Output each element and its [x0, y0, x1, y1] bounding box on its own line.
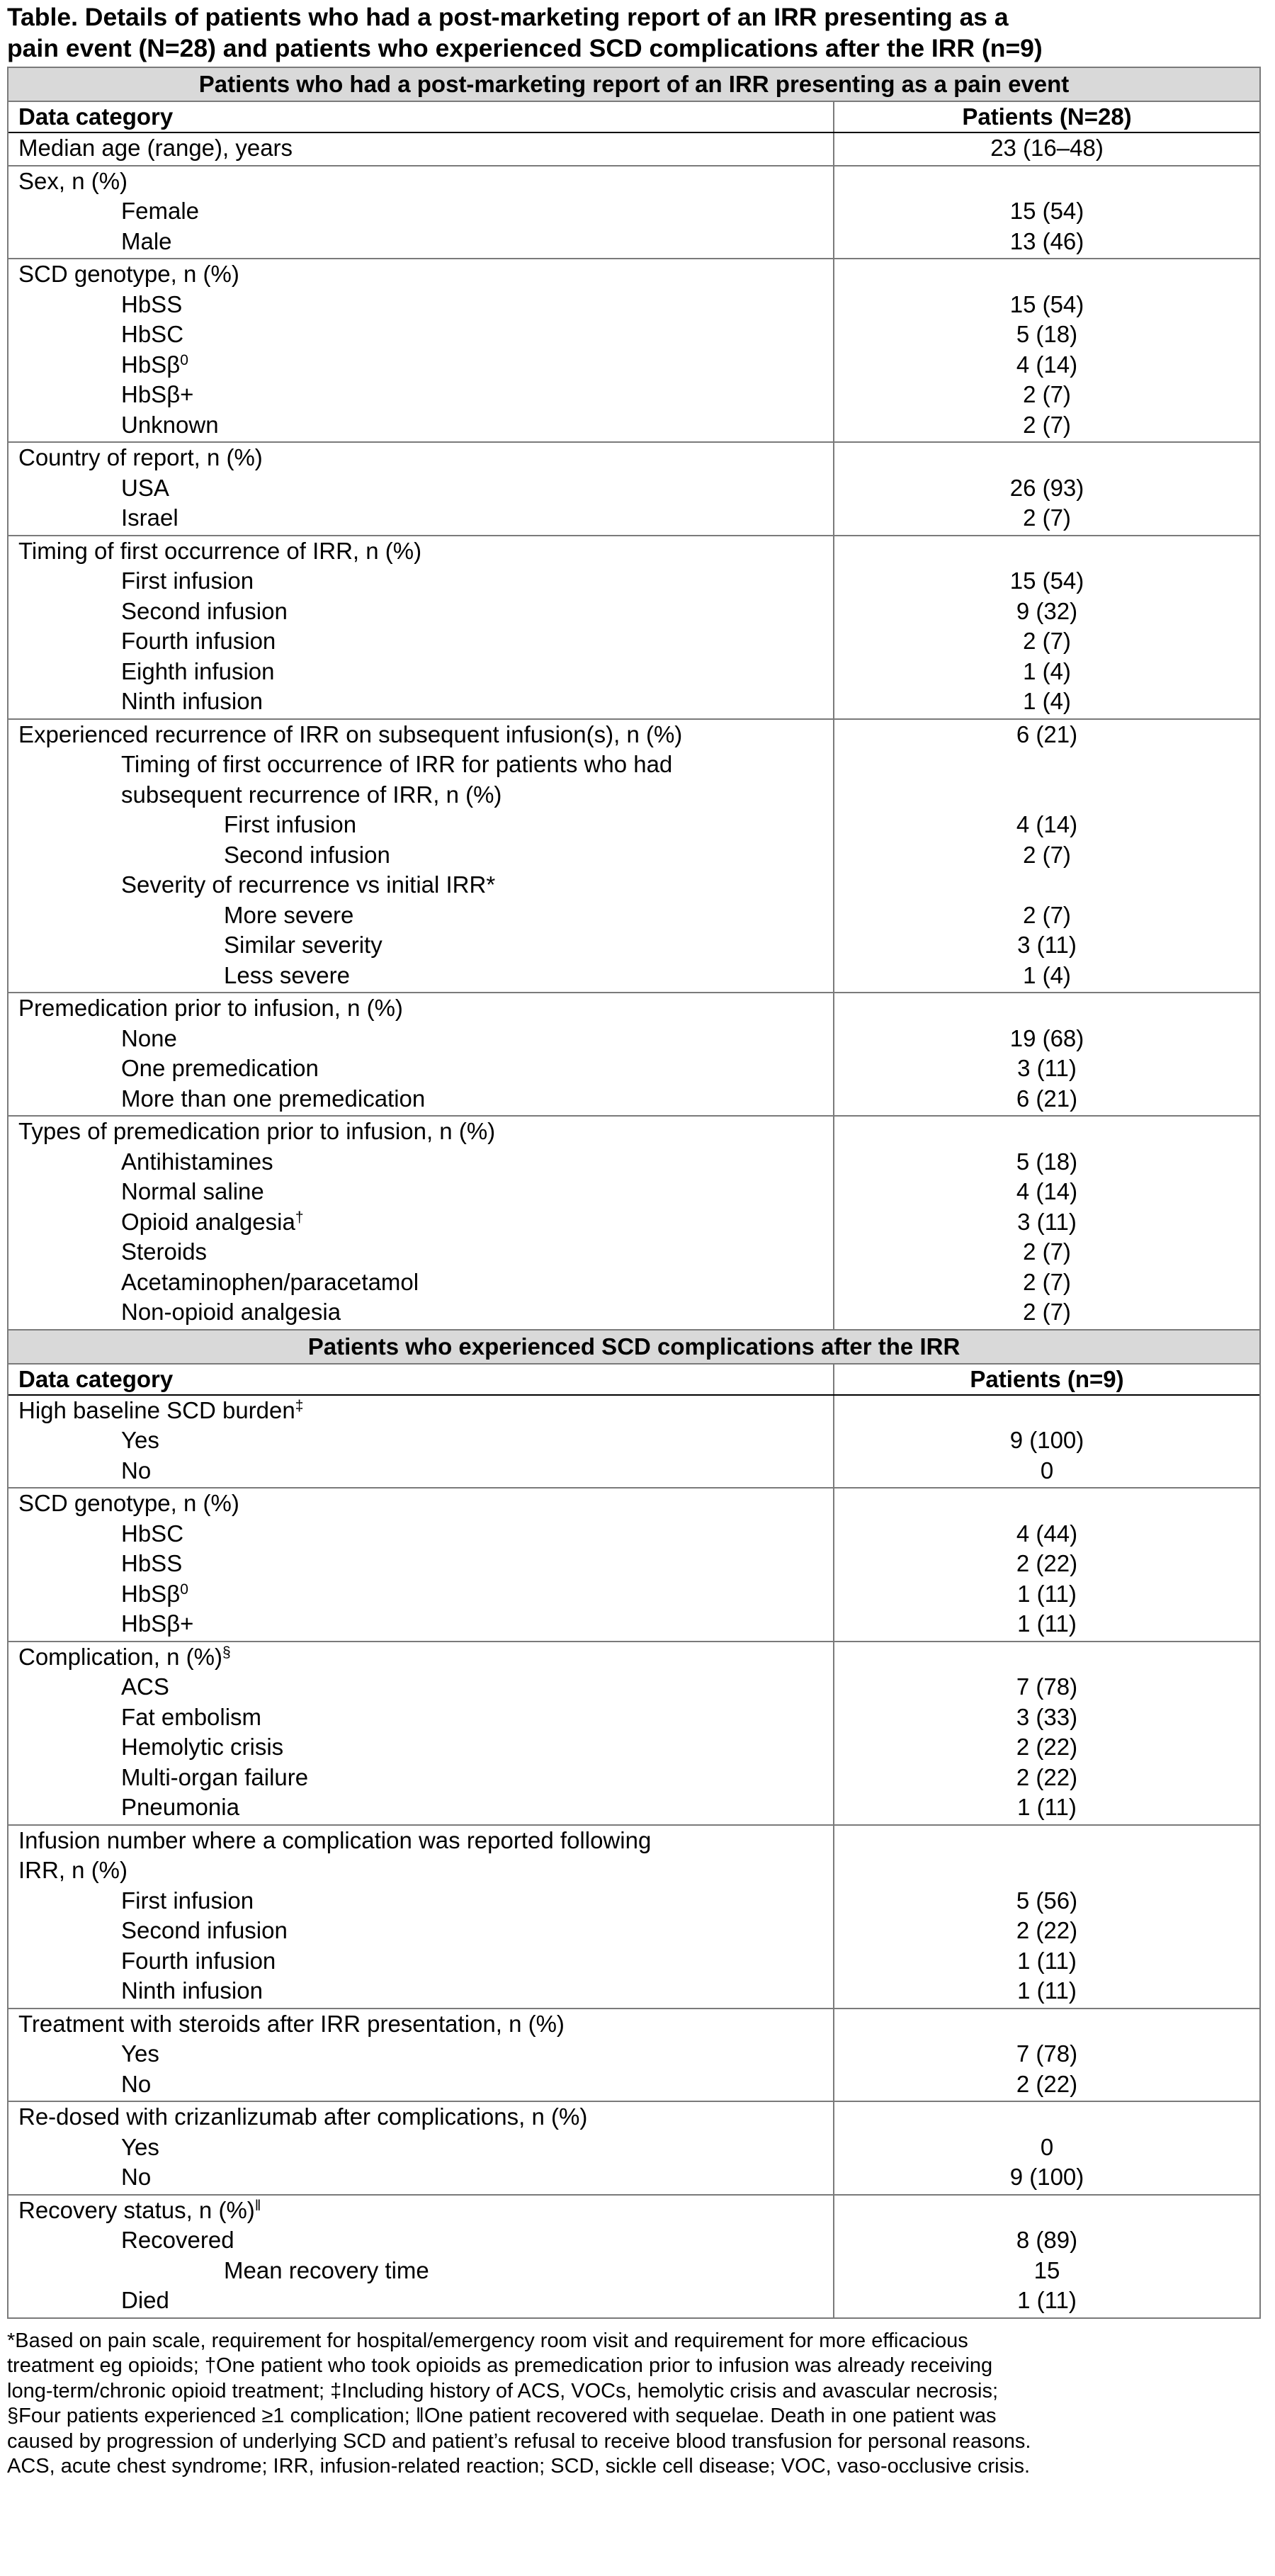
row-label-text: HbSS: [121, 1550, 183, 1576]
data-category-cell: [8, 1642, 834, 1824]
row-value: [834, 166, 1259, 197]
section-2-body: [8, 1396, 1259, 2317]
row-label-text: Yes: [121, 1427, 159, 1453]
footnote-line: ACS, acute chest syndrome; IRR, infusion-related reaction; SCD, sickle cell disease; VOC, vaso-occlusive crisis.: [7, 2455, 1031, 2478]
section-1-header-row: [8, 102, 1259, 133]
row-value: 1 (4): [1023, 961, 1071, 988]
row-value: 5 (56): [1016, 1887, 1078, 1914]
row-label-text: Multi-organ failure: [121, 1763, 309, 1790]
row-label: [18, 993, 833, 1024]
row-label-text: HbSC: [121, 1520, 184, 1547]
row-label: [18, 1579, 833, 1610]
row-label: [18, 1425, 833, 1456]
row-value: 2 (22): [1016, 1734, 1078, 1760]
row-value: 2 (7): [1023, 381, 1071, 407]
data-category-cell: [8, 1488, 834, 1641]
footnote-line: caused by progression of underlying SCD and patient’s refusal to receive blood transfusion for personal reasons.: [7, 2429, 1031, 2453]
row-label: [18, 1702, 833, 1733]
data-category-cell: [8, 720, 834, 993]
row-label: [18, 1763, 833, 1793]
row-value: [834, 1396, 1259, 1426]
row-label: [18, 320, 833, 350]
row-value: [834, 2102, 1259, 2132]
row-label: [18, 626, 833, 657]
data-category-cell: [8, 993, 834, 1115]
row-label: [18, 1672, 833, 1702]
footnote-line: *Based on pain scale, requirement for hospital/emergency room visit and requirement for more efficacious: [7, 2329, 968, 2352]
data-category-cell: [8, 536, 834, 718]
row-label-text: Complication, n (%): [18, 1643, 222, 1670]
row-value: 2 (7): [1023, 504, 1071, 531]
row-value: 2 (7): [1023, 1299, 1071, 1325]
data-category-cell: [8, 133, 834, 165]
row-label-text: USA: [121, 474, 169, 501]
patients-cell: [834, 259, 1259, 441]
table-row-group: [8, 165, 1259, 259]
table-row-group: [8, 258, 1259, 441]
row-label-text: Female: [121, 198, 200, 224]
data-category-cell: [8, 1396, 834, 1488]
patients-cell: [834, 1826, 1259, 2008]
row-value: 1 (4): [1023, 657, 1071, 684]
row-value: [834, 1826, 1259, 1856]
row-label: [18, 1267, 833, 1298]
data-category-cell: [8, 259, 834, 441]
row-label: [18, 1147, 833, 1177]
row-label-text: Experienced recurrence of IRR on subsequent infusion(s), n (%): [18, 721, 683, 747]
footnote-line: §Four patients experienced ≥1 complication; ‖One patient recovered with sequelae. Death in one patient was: [7, 2405, 997, 2427]
footnote-line: long-term/chronic opioid treatment; ‡Including history of ACS, VOCs, hemolytic crisis and avascular necrosis;: [7, 2379, 999, 2402]
footnote-mark: 0: [180, 351, 188, 368]
patients-cell: [834, 993, 1259, 1115]
row-label-text: No: [121, 2070, 152, 2097]
row-value: 15: [1033, 2256, 1060, 2283]
row-label: [18, 1609, 833, 1639]
row-value: [834, 870, 1259, 900]
table-row-group: [8, 441, 1259, 535]
row-label-text: Eighth infusion: [121, 657, 275, 684]
section-2-header-row: [8, 1365, 1259, 1396]
footnote-mark: 0: [180, 1581, 188, 1598]
patients-cell: [834, 1642, 1259, 1824]
row-label: [18, 810, 833, 840]
row-label-text: No: [121, 1457, 152, 1484]
row-value: 4 (44): [1016, 1520, 1078, 1547]
row-label-text: Fat embolism: [121, 1703, 262, 1730]
row-label: [18, 840, 833, 871]
row-label-text: Died: [121, 2287, 169, 2313]
row-label-text: Less severe: [224, 961, 350, 988]
row-label: [18, 133, 833, 164]
row-value: 1 (11): [1017, 1610, 1077, 1637]
row-value: 2 (22): [1016, 1550, 1078, 1576]
row-label-text: Sex, n (%): [18, 167, 128, 194]
row-value: 15 (54): [1009, 567, 1084, 594]
row-label: [18, 443, 833, 473]
row-value: 3 (11): [1017, 1055, 1077, 1081]
row-label: [18, 870, 833, 900]
row-label: [18, 780, 833, 810]
row-value: 3 (33): [1016, 1703, 1078, 1730]
row-value: [834, 780, 1259, 810]
row-label-text: IRR, n (%): [18, 1857, 128, 1883]
row-label-text: Pneumonia: [121, 1794, 239, 1820]
row-label-text: Re-dosed with crizanlizumab after complications, n (%): [18, 2103, 588, 2130]
patients-cell: [834, 2196, 1259, 2317]
row-label: [18, 1826, 833, 1856]
table-row-group: [8, 133, 1259, 165]
row-label-text: Normal saline: [121, 1178, 264, 1204]
data-category-cell: [8, 1826, 834, 2008]
row-label: [18, 2162, 833, 2193]
table-row-group: [8, 1487, 1259, 1641]
row-label: [18, 1117, 833, 1147]
row-label-text: ACS: [121, 1673, 169, 1700]
row-label: [18, 380, 833, 410]
row-value: 2 (7): [1023, 628, 1071, 654]
row-value: 6 (21): [1016, 721, 1078, 747]
row-label-text: First infusion: [224, 811, 357, 837]
row-label: [18, 1084, 833, 1114]
row-label-text: Fourth infusion: [121, 628, 276, 654]
footnote-mark: †: [295, 1209, 304, 1226]
patients-cell: [834, 1117, 1259, 1329]
row-label: [18, 1642, 833, 1673]
row-label-text: First infusion: [121, 567, 254, 594]
document-page: [7, 0, 1261, 2576]
row-label: [18, 2132, 833, 2163]
patients-cell: [834, 133, 1259, 165]
row-value: 15 (54): [1009, 290, 1084, 317]
row-value: 3 (11): [1017, 932, 1077, 958]
row-label: [18, 930, 833, 961]
row-value: 5 (18): [1016, 1148, 1078, 1175]
row-value: 2 (7): [1023, 841, 1071, 868]
row-label: [18, 1792, 833, 1823]
row-label-text: Second infusion: [121, 597, 288, 624]
table-row-group: [8, 718, 1259, 993]
section-2-header-right: Patients (n=9): [970, 1365, 1124, 1392]
row-label: [18, 1732, 833, 1763]
row-label: [18, 750, 833, 780]
row-value: 9 (32): [1016, 597, 1078, 624]
row-label-text: Premedication prior to infusion, n (%): [18, 995, 403, 1021]
row-label: [18, 290, 833, 320]
row-value: [834, 1642, 1259, 1673]
row-label-text: HbSβ+: [121, 381, 194, 407]
table-title: [7, 0, 1261, 64]
row-label: [18, 196, 833, 227]
row-value: 9 (100): [1009, 2164, 1084, 2190]
table-row-group: [8, 2194, 1259, 2317]
row-label-text: Yes: [121, 2040, 159, 2067]
row-value: 23 (16–48): [990, 135, 1104, 161]
row-value: 15 (54): [1009, 198, 1084, 224]
data-table: [7, 67, 1261, 2319]
row-label: [18, 720, 833, 750]
row-label-text: HbSS: [121, 290, 183, 317]
row-label: [18, 1237, 833, 1267]
row-value: [834, 750, 1259, 780]
patients-cell: [834, 1488, 1259, 1641]
row-label-text: SCD genotype, n (%): [18, 1490, 239, 1516]
row-value: [834, 1117, 1259, 1147]
row-label: [18, 2225, 833, 2256]
row-label-text: More severe: [224, 901, 354, 928]
section-1-header-right: Patients (N=28): [962, 103, 1132, 130]
row-label: [18, 1053, 833, 1084]
row-label: [18, 1456, 833, 1486]
section-1-header-left: Data category: [8, 102, 834, 132]
row-value: 5 (18): [1016, 321, 1078, 347]
row-label: [18, 2196, 833, 2226]
row-label-text: Second infusion: [121, 1917, 288, 1943]
row-label: [18, 1488, 833, 1519]
row-value: 6 (21): [1016, 1085, 1078, 1112]
row-label: [18, 687, 833, 717]
footnotes: [7, 2329, 1261, 2480]
row-value: [834, 2009, 1259, 2040]
row-value: 7 (78): [1016, 1673, 1078, 1700]
row-value: 19 (68): [1009, 1024, 1084, 1051]
row-label-text: Median age (range), years: [18, 135, 293, 161]
data-category-cell: [8, 2196, 834, 2317]
row-label-text: Second infusion: [224, 841, 390, 868]
patients-cell: [834, 720, 1259, 993]
table-row-group: [8, 1641, 1259, 1824]
row-label-text: None: [121, 1024, 177, 1051]
table-row-group: [8, 992, 1259, 1115]
row-value: [834, 993, 1259, 1024]
row-label-text: Similar severity: [224, 932, 382, 958]
row-label: [18, 1396, 833, 1426]
row-label-text: Country of report, n (%): [18, 444, 263, 470]
row-value: 13 (46): [1009, 227, 1084, 254]
row-label: [18, 1207, 833, 1238]
row-label-text: HbSC: [121, 321, 184, 347]
row-label: [18, 259, 833, 290]
row-value: 4 (14): [1016, 811, 1078, 837]
row-label: [18, 227, 833, 257]
row-value: 2 (22): [1016, 1917, 1078, 1943]
row-label-text: Opioid analgesia: [121, 1208, 295, 1235]
patients-cell: [834, 1396, 1259, 1488]
row-label-text: Acetaminophen/paracetamol: [121, 1268, 419, 1295]
row-label-text: subsequent recurrence of IRR, n (%): [121, 781, 502, 808]
row-label-text: Mean recovery time: [224, 2256, 429, 2283]
row-label: [18, 410, 833, 441]
row-label: [18, 597, 833, 627]
table-title-line-1: Table. Details of patients who had a post-marketing report of an IRR presenting as a: [7, 3, 1009, 31]
row-label: [18, 2256, 833, 2286]
row-label: [18, 1855, 833, 1886]
row-label-text: No: [121, 2164, 152, 2190]
footnote-mark: ‡: [295, 1397, 304, 1414]
row-label-text: Israel: [121, 504, 178, 531]
row-value: 2 (7): [1023, 411, 1071, 438]
table-title-line-2: pain event (N=28) and patients who experienced SCD complications after the IRR (n=9): [7, 34, 1043, 62]
section-1-banner: Patients who had a post-marketing report of an IRR presenting as a pain event: [8, 68, 1259, 102]
data-category-cell: [8, 1117, 834, 1329]
row-value: [834, 2196, 1259, 2226]
row-label-text: Antihistamines: [121, 1148, 273, 1175]
table-row-group: [8, 1824, 1259, 2008]
row-label-text: Yes: [121, 2133, 159, 2160]
row-label: [18, 1549, 833, 1579]
row-label: [18, 1946, 833, 1977]
data-category-cell: [8, 443, 834, 535]
patients-cell: [834, 536, 1259, 718]
section-2-banner: Patients who experienced SCD complications after the IRR: [8, 1331, 1259, 1365]
row-label-text: Infusion number where a complication was reported following: [18, 1826, 652, 1853]
row-label: [18, 473, 833, 504]
row-label: [18, 2286, 833, 2316]
row-value: 1 (11): [1017, 2287, 1077, 2313]
row-value: 4 (14): [1016, 351, 1078, 378]
row-label-text: Recovery status, n (%): [18, 2196, 255, 2223]
row-label: [18, 1916, 833, 1946]
row-value: 1 (11): [1017, 1947, 1077, 1974]
row-value: [834, 443, 1259, 473]
row-value: 9 (100): [1009, 1427, 1084, 1453]
row-label: [18, 961, 833, 991]
row-label: [18, 536, 833, 567]
patients-cell: [834, 2009, 1259, 2101]
row-label-text: Timing of first occurrence of IRR for patients who had: [121, 751, 673, 777]
row-value: 1 (11): [1017, 1977, 1077, 2004]
data-category-cell: [8, 2102, 834, 2194]
row-value: 0: [1040, 1457, 1054, 1484]
row-value: 0: [1040, 2133, 1054, 2160]
row-label-text: One premedication: [121, 1055, 319, 1081]
row-label-text: Ninth infusion: [121, 1977, 263, 2004]
row-label-text: Types of premedication prior to infusion, n (%): [18, 1118, 496, 1144]
row-label-text: SCD genotype, n (%): [18, 261, 239, 287]
row-value: [834, 536, 1259, 567]
row-label-text: Fourth infusion: [121, 1947, 276, 1974]
row-label-text: More than one premedication: [121, 1085, 426, 1112]
patients-cell: [834, 166, 1259, 259]
row-label: [18, 900, 833, 931]
row-label: [18, 2102, 833, 2132]
section-2-header-left: Data category: [8, 1365, 834, 1394]
row-label: [18, 350, 833, 380]
row-value: 2 (7): [1023, 1268, 1071, 1295]
row-label: [18, 1024, 833, 1054]
table-row-group: [8, 535, 1259, 718]
table-row-group: [8, 2101, 1259, 2194]
table-row-group: [8, 1115, 1259, 1329]
row-label: [18, 1519, 833, 1549]
row-label-text: Timing of first occurrence of IRR, n (%): [18, 537, 422, 564]
row-value: 3 (11): [1017, 1208, 1077, 1235]
footnote-line: treatment eg opioids; †One patient who took opioids as premedication prior to infusion was already receiving: [7, 2354, 993, 2377]
row-label: [18, 2069, 833, 2100]
row-label-text: Hemolytic crisis: [121, 1734, 284, 1760]
row-value: 2 (7): [1023, 901, 1071, 928]
row-value: 1 (4): [1023, 688, 1071, 714]
row-value: 26 (93): [1009, 474, 1084, 501]
row-label-text: Recovered: [121, 2227, 234, 2253]
footnote-mark: §: [222, 1644, 231, 1661]
row-label-text: Treatment with steroids after IRR presentation, n (%): [18, 2010, 565, 2037]
row-label-text: High baseline SCD burden: [18, 1396, 295, 1423]
section-1-body: [8, 133, 1259, 1329]
row-label: [18, 1177, 833, 1207]
row-label: [18, 2009, 833, 2040]
row-value: [834, 259, 1259, 290]
data-category-cell: [8, 2009, 834, 2101]
row-label: [18, 1297, 833, 1328]
row-value: 4 (14): [1016, 1178, 1078, 1204]
row-label-text: Severity of recurrence vs initial IRR*: [121, 871, 496, 898]
row-value: 8 (89): [1016, 2227, 1078, 2253]
row-label-text: Non-opioid analgesia: [121, 1299, 341, 1325]
row-label: [18, 2039, 833, 2069]
row-label-text: HbSβ: [121, 1580, 181, 1607]
row-value: 7 (78): [1016, 2040, 1078, 2067]
row-label-text: Male: [121, 227, 172, 254]
data-category-cell: [8, 166, 834, 259]
table-row-group: [8, 2008, 1259, 2101]
row-label: [18, 657, 833, 687]
row-label-text: Steroids: [121, 1238, 208, 1265]
patients-cell: [834, 443, 1259, 535]
footnote-mark: ‖: [254, 2197, 261, 2214]
row-label: [18, 166, 833, 197]
row-label-text: HbSβ: [121, 351, 181, 378]
row-label-text: Ninth infusion: [121, 688, 263, 714]
table-row-group: [8, 1396, 1259, 1488]
row-value: 2 (22): [1016, 1763, 1078, 1790]
patients-cell: [834, 2102, 1259, 2194]
row-value: 1 (11): [1017, 1580, 1077, 1607]
row-label: [18, 566, 833, 597]
row-label: [18, 1886, 833, 1916]
row-label-text: Unknown: [121, 411, 219, 438]
row-value: [834, 1855, 1259, 1886]
row-value: [834, 1488, 1259, 1519]
row-label-text: First infusion: [121, 1887, 254, 1914]
row-value: 2 (7): [1023, 1238, 1071, 1265]
row-label: [18, 1976, 833, 2006]
row-label: [18, 503, 833, 533]
row-value: 1 (11): [1017, 1794, 1077, 1820]
row-label-text: HbSβ+: [121, 1610, 194, 1637]
row-value: 2 (22): [1016, 2070, 1078, 2097]
